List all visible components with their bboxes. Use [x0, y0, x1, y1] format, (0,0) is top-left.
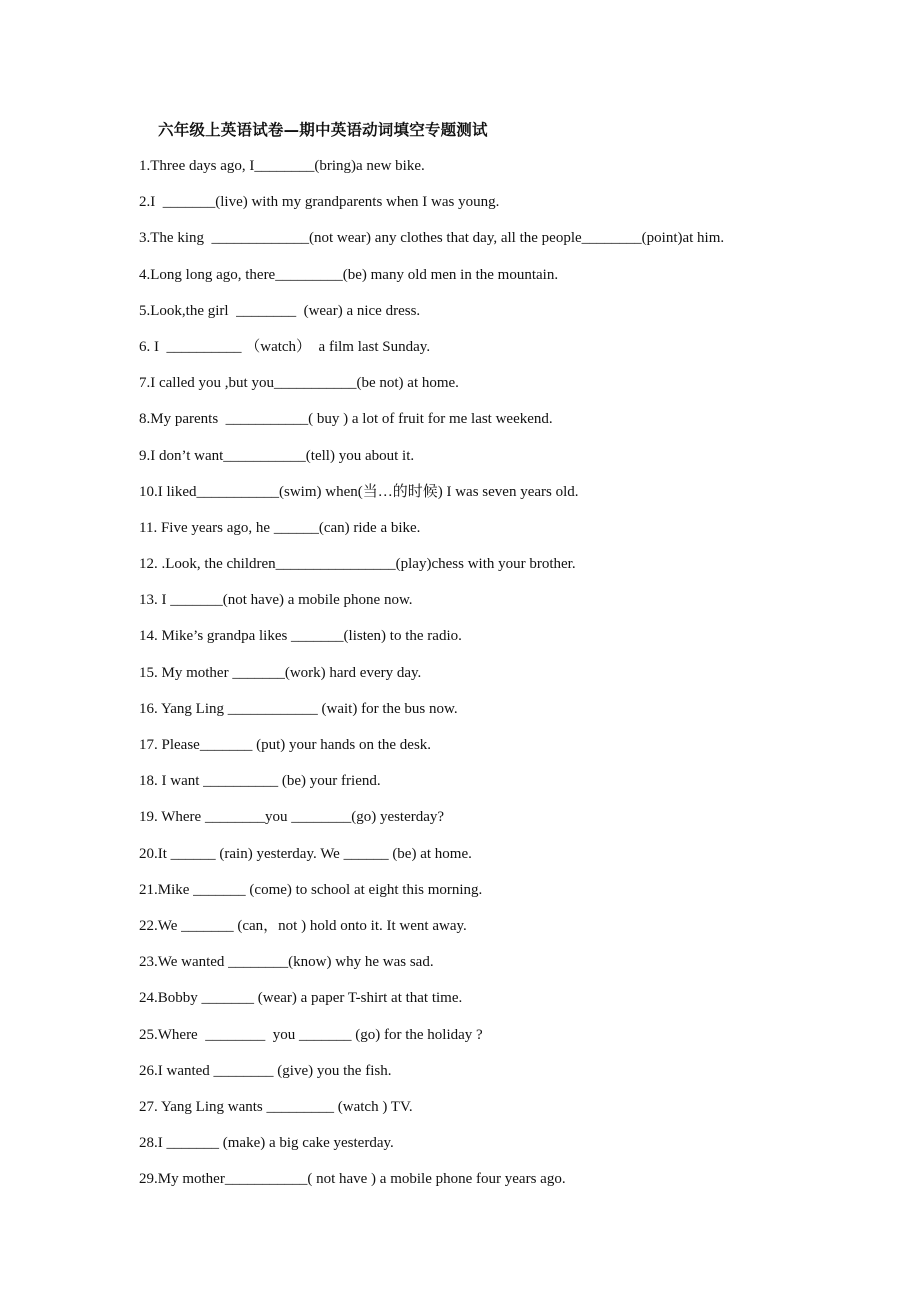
question-text: 22.We _______ (can，not ) hold onto it. It went away. — [139, 917, 467, 934]
question-text: 10.I liked___________(swim) when(当…的时候) I was seven years old. — [139, 483, 579, 500]
question-text: 21.Mike _______ (come) to school at eight this morning. — [139, 881, 483, 898]
question-text: 25.Where ________ you _______ (go) for the holiday ? — [139, 1026, 483, 1043]
question-text: 14. Mike’s grandpa likes _______(listen) to the radio. — [139, 628, 462, 645]
question-item — [139, 227, 879, 263]
question-text: 28.I _______ (make) a big cake yesterday. — [139, 1135, 394, 1152]
question-item — [139, 589, 879, 625]
question-text: 4.Long long ago, there_________(be) many old men in the mountain. — [139, 266, 559, 283]
question-item — [139, 951, 879, 987]
question-text: 26.I wanted ________ (give) you the fish. — [139, 1062, 392, 1079]
question-item — [139, 625, 879, 661]
question-item — [139, 408, 879, 444]
question-text: 23.We wanted ________(know) why he was sad. — [139, 954, 434, 971]
question-item — [139, 734, 879, 770]
question-text: 24.Bobby _______ (wear) a paper T-shirt at that time. — [139, 990, 463, 1007]
question-text: 6. I __________ （watch） a film last Sunday. — [139, 338, 431, 355]
question-item — [139, 264, 879, 300]
question-item — [139, 300, 879, 336]
question-item — [139, 191, 879, 227]
question-item — [139, 698, 879, 734]
question-text: 17. Please_______ (put) your hands on the desk. — [139, 737, 432, 753]
question-text: 1.Three days ago, I________(bring)a new bike. — [139, 158, 425, 174]
question-text: 15. My mother _______(work) hard every day. — [139, 664, 422, 681]
question-item — [139, 1132, 879, 1168]
question-item — [139, 806, 879, 842]
question-item — [139, 987, 879, 1023]
question-item — [139, 372, 879, 408]
question-item — [139, 1024, 879, 1060]
question-text: 27. Yang Ling wants _________ (watch ) TV. — [139, 1098, 413, 1115]
question-text: 18. I want __________ (be) your friend. — [139, 773, 381, 790]
question-text: 5.Look,the girl ________ (wear) a nice dress. — [139, 302, 421, 319]
question-item — [139, 553, 879, 589]
question-text: 13. I _______(not have) a mobile phone now. — [139, 592, 413, 609]
question-item — [139, 879, 879, 915]
question-text: 29.My mother___________( not have ) a mobile phone four years ago. — [139, 1171, 566, 1188]
question-text: 8.My parents ___________( buy ) a lot of fruit for me last weekend. — [139, 411, 553, 428]
question-item — [139, 1060, 879, 1096]
question-item — [139, 517, 879, 553]
question-text: 9.I don’t want___________(tell) you about it. — [139, 447, 415, 464]
question-item — [139, 1096, 879, 1132]
question-item — [139, 915, 879, 951]
question-text: 11. Five years ago, he ______(can) ride a bike. — [139, 519, 421, 536]
question-list — [139, 155, 879, 1204]
question-item — [139, 445, 879, 481]
question-text: 16. Yang Ling ____________ (wait) for the bus now. — [139, 700, 458, 717]
question-item — [139, 336, 879, 372]
page-title: 六年级上英语试卷—期中英语动词填空专题测试 — [158, 121, 488, 139]
question-item — [139, 481, 879, 517]
question-text: 12. .Look, the children________________(play)chess with your brother. — [139, 556, 576, 573]
question-item — [139, 843, 879, 879]
question-text: 2.I _______(live) with my grandparents when I was young. — [139, 194, 500, 211]
question-text: 19. Where ________you ________(go) yesterday? — [139, 809, 445, 826]
question-text: 3.The king _____________(not wear) any clothes that day, all the people________(point)at him. — [139, 230, 725, 247]
question-item — [139, 155, 879, 191]
question-text: 20.It ______ (rain) yesterday. We ______ (be) at home. — [139, 845, 472, 862]
question-item — [139, 662, 879, 698]
question-item — [139, 770, 879, 806]
question-item — [139, 1168, 879, 1204]
question-text: 7.I called you ,but you___________(be not) at home. — [139, 375, 459, 392]
